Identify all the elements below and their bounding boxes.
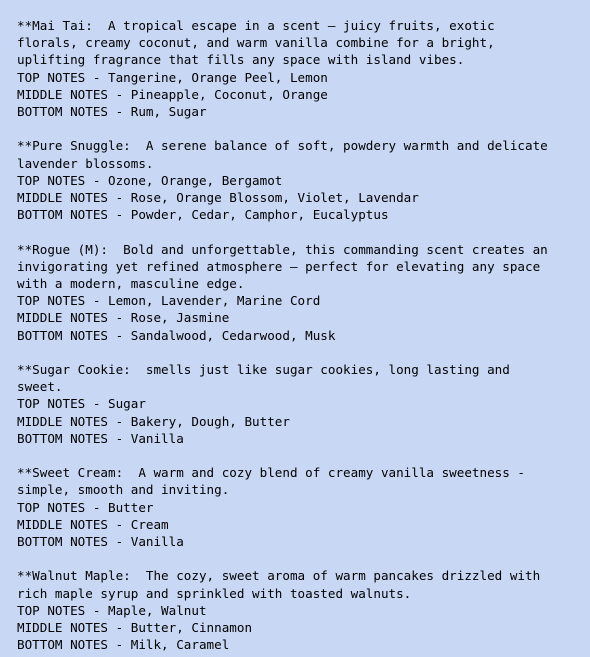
scent-entry-rogue — [17, 241, 590, 344]
scent-entry-pure-snuggle — [17, 137, 590, 223]
scent-description-line: **Walnut Maple: The cozy, sweet aroma of warm pancakes drizzled with — [17, 568, 541, 584]
scent-description-line: **Mai Tai: A tropical escape in a scent — juicy fruits, exotic — [17, 18, 495, 33]
scent-description-line: lavender blossoms. — [17, 155, 154, 171]
bottom-notes: BOTTOM NOTES - Rum, Sugar — [17, 104, 207, 120]
scent-entry-walnut-maple — [17, 567, 590, 653]
bottom-notes: BOTTOM NOTES - Vanilla — [17, 534, 184, 550]
scent-description-line: simple, smooth and inviting. — [17, 482, 230, 498]
top-notes: TOP NOTES - Butter — [17, 499, 154, 515]
scent-description-line: uplifting fragrance that fills any space with island vibes. — [17, 52, 465, 68]
scent-description-line: **Pure Snuggle: A serene balance of soft, powdery warmth and delicate — [17, 138, 548, 154]
scent-description-line: sweet. — [17, 379, 63, 395]
middle-notes: MIDDLE NOTES - Rose, Orange Blossom, Violet, Lavendar — [17, 190, 419, 206]
middle-notes: MIDDLE NOTES - Pineapple, Coconut, Orange — [17, 86, 328, 102]
top-notes: TOP NOTES - Tangerine, Orange Peel, Lemon — [17, 69, 328, 85]
scent-entry-sugar-cookie — [17, 361, 590, 447]
scent-description-line: with a modern, masculine edge. — [17, 276, 245, 292]
bottom-notes: BOTTOM NOTES - Powder, Cedar, Camphor, Eucalyptus — [17, 207, 389, 223]
scent-description-line: invigorating yet refined atmosphere — perfect for elevating any space — [17, 258, 541, 274]
middle-notes: MIDDLE NOTES - Rose, Jasmine — [17, 310, 230, 326]
middle-notes: MIDDLE NOTES - Bakery, Dough, Butter — [17, 413, 290, 429]
scent-description-line: florals, creamy coconut, and warm vanilla combine for a bright, — [17, 35, 495, 51]
bottom-notes: BOTTOM NOTES - Sandalwood, Cedarwood, Musk — [17, 327, 336, 343]
top-notes: TOP NOTES - Lemon, Lavender, Marine Cord — [17, 293, 321, 309]
top-notes: TOP NOTES - Sugar — [17, 396, 146, 412]
scent-entry-sweet-cream — [17, 464, 590, 550]
scent-description-line: rich maple syrup and sprinkled with toasted walnuts. — [17, 585, 412, 601]
scent-description-line: **Rogue (M): Bold and unforgettable, this commanding scent creates an — [17, 241, 548, 257]
scent-entry-mai-tai — [17, 17, 590, 120]
middle-notes: MIDDLE NOTES - Butter, Cinnamon — [17, 620, 253, 636]
top-notes: TOP NOTES - Ozone, Orange, Bergamot — [17, 172, 283, 188]
middle-notes: MIDDLE NOTES - Cream — [17, 516, 169, 532]
scent-description-line: **Sweet Cream: A warm and cozy blend of creamy vanilla sweetness - — [17, 465, 525, 481]
scent-description-line: **Sugar Cookie: smells just like sugar cookies, long lasting and — [17, 362, 510, 378]
bottom-notes: BOTTOM NOTES - Vanilla — [17, 430, 184, 446]
top-notes: TOP NOTES - Maple, Walnut — [17, 602, 207, 618]
bottom-notes: BOTTOM NOTES - Milk, Caramel — [17, 637, 230, 653]
